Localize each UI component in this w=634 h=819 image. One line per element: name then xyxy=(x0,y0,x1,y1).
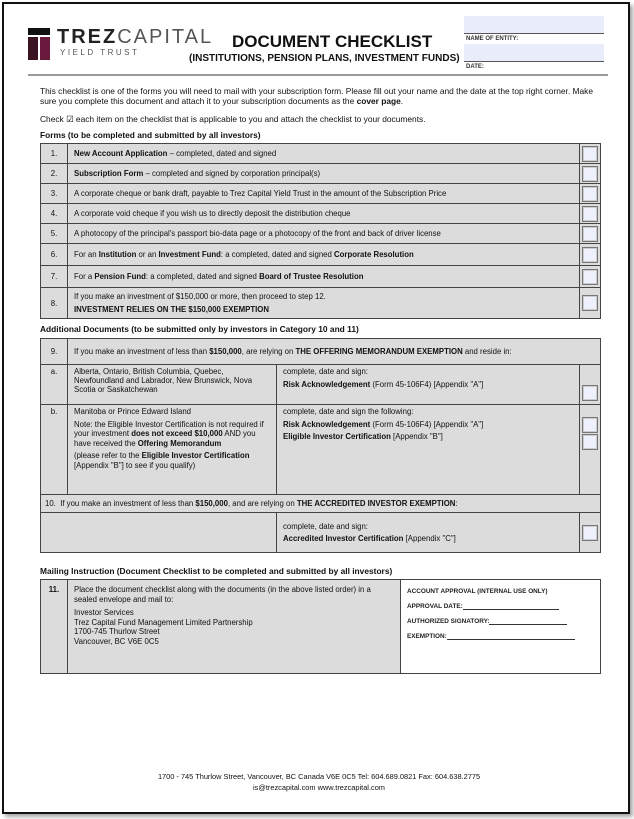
row-number: 7. xyxy=(41,266,68,288)
row-number: 6. xyxy=(41,244,68,266)
row-bold: THE OFFERING MEMORANDUM EXEMPTION xyxy=(295,347,463,356)
row-number: 10. xyxy=(45,499,56,508)
row-desc: For a xyxy=(74,272,95,281)
provinces-text xyxy=(68,405,277,495)
intro-end: . xyxy=(400,96,404,106)
entity-name-input[interactable] xyxy=(464,16,604,34)
checkbox-cell xyxy=(580,365,601,405)
checkbox-eligible-investor[interactable] xyxy=(582,434,598,450)
table-row xyxy=(41,224,601,244)
checkbox-cell xyxy=(580,144,601,164)
table-row xyxy=(41,266,601,288)
brand-name-bold: TREZ xyxy=(57,26,118,48)
checkbox-cell xyxy=(580,405,601,495)
requirement-bold: Risk Acknowledgement xyxy=(283,379,371,389)
checkbox-subscription-form[interactable] xyxy=(582,166,598,182)
row-bold: THE ACCREDITED INVESTOR EXEMPTION xyxy=(296,499,456,508)
row-number: 3. xyxy=(41,184,68,204)
page-title: DOCUMENT CHECKLIST xyxy=(232,32,433,51)
checkbox-passport-copy[interactable] xyxy=(582,226,598,242)
row-desc: For an xyxy=(74,250,99,259)
row-text xyxy=(41,495,601,513)
note-bold: does not exceed $10,000 xyxy=(131,429,223,438)
instruction-text: Place the document checklist along with the documents (in the above listed order) in a sealed envelope and mail to: xyxy=(74,585,371,604)
note-text: Note: the Eligible Investor Certification is not required if your investment xyxy=(74,419,264,438)
checkbox-cell xyxy=(580,513,601,553)
row-text xyxy=(68,266,580,288)
additional-table xyxy=(40,338,601,553)
checkbox-cell xyxy=(580,244,601,266)
brand-name xyxy=(57,26,213,49)
row-text xyxy=(68,288,580,319)
row-desc: or an xyxy=(136,250,159,259)
table-row xyxy=(41,495,601,513)
row-bold: Pension Fund xyxy=(94,272,146,281)
account-approval-box xyxy=(401,580,601,674)
address-line: 1700-745 Thurlow Street xyxy=(74,627,160,636)
table-row xyxy=(41,244,601,266)
table-row xyxy=(41,288,601,319)
checkbox-void-cheque[interactable] xyxy=(582,206,598,222)
requirement-desc: (Form 45-106F4) [Appendix "A"] xyxy=(370,419,484,429)
checkbox-cell xyxy=(580,224,601,244)
intro-text: This checklist is one of the forms you will need to mail with your subscription form. Please fill out your name and the date at the top right corner. Make sure you complete this document and attach it to your subscription documents as the xyxy=(40,86,594,106)
row-text: A corporate void cheque if you wish us to directly deposit the distribution cheque xyxy=(68,204,580,224)
additional-heading: Additional Documents (to be submitted only by investors in Category 10 and 11) xyxy=(40,324,359,334)
mailing-table xyxy=(40,579,601,674)
checkbox-cell xyxy=(580,288,601,319)
row-number: 1. xyxy=(41,144,68,164)
row-desc: – completed and signed by corporation principal(s) xyxy=(143,169,321,178)
address-line: Investor Services xyxy=(74,608,134,617)
checkbox-cell xyxy=(580,204,601,224)
check-instruction-post: each item on the checklist that is applicable to you and attach the checklist to your documents. xyxy=(73,114,426,124)
requirement-intro: complete, date and sign the following: xyxy=(283,407,414,416)
empty-cell xyxy=(41,513,277,553)
address-line: Vancouver, BC V6E 0C5 xyxy=(74,636,159,646)
header-divider xyxy=(28,74,608,76)
signatory-line[interactable] xyxy=(489,624,567,625)
footer-address: 1700 - 745 Thurlow Street, Vancouver, BC Canada V6E 0C5 Tel: 604.689.0821 Fax: 604.638.2775 xyxy=(157,772,481,781)
page-subtitle: (INSTITUTIONS, PENSION PLANS, INVESTMENT FUNDS) xyxy=(189,53,460,64)
row-bold: Institution xyxy=(98,250,137,259)
row-text xyxy=(68,244,580,266)
signatory-label: AUTHORIZED SIGNATORY: xyxy=(407,618,490,625)
approval-date-line[interactable] xyxy=(463,609,559,610)
row-number: 11. xyxy=(41,580,68,674)
table-row xyxy=(41,339,601,365)
date-label: DATE: xyxy=(466,64,484,70)
intro-cover-page: cover page xyxy=(356,96,401,106)
provinces-line: Manitoba or Prince Edward Island xyxy=(74,407,192,416)
row-bold: Investment Fund xyxy=(158,250,221,259)
address-line: Trez Capital Fund Management Limited Partnership xyxy=(74,617,253,627)
ref-text: (please refer to the xyxy=(74,451,142,460)
checked-box-icon: ☑ xyxy=(66,114,74,124)
row-desc: , are relying on xyxy=(241,347,296,356)
checkbox-150k-exemption[interactable] xyxy=(582,295,598,311)
requirement-bold: Accredited Investor Certification xyxy=(283,534,404,543)
checkbox-cell xyxy=(580,184,601,204)
requirement-desc: [Appendix "C"] xyxy=(403,534,456,543)
requirement-intro: complete, date and sign: xyxy=(283,521,368,531)
checkbox-corporate-cheque[interactable] xyxy=(582,186,598,202)
approval-date-label: APPROVAL DATE: xyxy=(407,603,463,610)
row-number: a. xyxy=(41,365,68,405)
mailing-heading: Mailing Instruction (Document Checklist to be completed and submitted by all investors) xyxy=(40,566,393,576)
row-text: A photocopy of the principal's passport bio-data page or a photocopy of the front and back of driver license xyxy=(68,224,580,244)
requirement-desc: (Form 45-106F4) [Appendix "A"] xyxy=(370,379,484,389)
forms-table xyxy=(40,143,601,319)
exemption-line[interactable] xyxy=(447,639,575,640)
row-desc: If you make an investment of less than xyxy=(60,499,196,508)
checkbox-accredited-investor[interactable] xyxy=(582,525,598,541)
document-page xyxy=(2,2,630,814)
row-desc: : a completed, dated and signed xyxy=(220,250,335,259)
row-text: A corporate cheque or bank draft, payable to Trez Capital Yield Trust in the amount of the Subscription Price xyxy=(68,184,580,204)
row-text xyxy=(68,144,580,164)
eligibility-reference xyxy=(74,451,270,470)
check-instruction-pre: Check xyxy=(40,114,64,124)
brand-name-light: CAPITAL xyxy=(117,26,214,48)
row-bold: Subscription Form xyxy=(74,169,144,178)
requirements-text xyxy=(277,405,580,495)
trez-capital-logo-icon xyxy=(28,28,50,60)
table-row xyxy=(41,405,601,495)
requirement-intro: complete, date and sign: xyxy=(283,367,368,376)
date-input[interactable] xyxy=(464,44,604,62)
row-number: 9. xyxy=(41,339,68,365)
table-row xyxy=(41,164,601,184)
eligibility-note xyxy=(74,420,270,449)
row-number: 8. xyxy=(41,288,68,319)
row-bold: $150,000 xyxy=(209,347,242,356)
row-bold: New Account Application xyxy=(74,149,168,158)
row-desc: and reside in: xyxy=(462,347,512,356)
table-row xyxy=(41,580,601,674)
table-row xyxy=(41,513,601,553)
checkbox-corporate-resolution[interactable] xyxy=(582,247,598,263)
requirements-text xyxy=(277,365,580,405)
row-number: 2. xyxy=(41,164,68,184)
requirement-bold: Eligible Investor Certification xyxy=(283,432,391,441)
row-desc: , and are relying on xyxy=(227,499,297,508)
entity-name-label: NAME OF ENTITY: xyxy=(466,36,519,42)
intro-paragraph xyxy=(40,86,605,106)
table-row xyxy=(41,204,601,224)
row-text xyxy=(68,164,580,184)
row-bold: INVESTMENT RELIES ON THE $150,000 EXEMPTION xyxy=(74,304,269,314)
requirements-text xyxy=(277,513,580,553)
footer-contact: is@trezcapital.com www.trezcapital.com xyxy=(253,783,385,792)
row-number: 5. xyxy=(41,224,68,244)
forms-heading: Forms (to be completed and submitted by all investors) xyxy=(40,130,261,140)
row-bold: Corporate Resolution xyxy=(334,250,414,259)
mailing-instruction xyxy=(68,580,401,674)
checkbox-new-account-application[interactable] xyxy=(582,146,598,162)
checkbox-risk-acknowledgement-b[interactable] xyxy=(582,417,598,433)
checkbox-risk-acknowledgement-a[interactable] xyxy=(582,385,598,401)
provinces-text: Alberta, Ontario, British Columbia, Quebec, Newfoundland and Labrador, New Brunswick, Nova Scotia or Saskatchewan xyxy=(68,365,277,405)
requirement-bold: Risk Acknowledgement xyxy=(283,419,371,429)
row-bold: Board of Trustee Resolution xyxy=(259,272,364,281)
brand-subtitle: YIELD TRUST xyxy=(60,48,140,57)
row-desc: If you make an investment of $150,000 or more, then proceed to step 12. xyxy=(74,292,326,301)
row-number: 4. xyxy=(41,204,68,224)
row-desc: – completed, dated and signed xyxy=(167,149,277,158)
table-row xyxy=(41,365,601,405)
row-number: b. xyxy=(41,405,68,495)
checkbox-cell xyxy=(580,164,601,184)
row-bold: $150,000 xyxy=(195,499,228,508)
table-row xyxy=(41,144,601,164)
checkbox-cell xyxy=(580,266,601,288)
row-desc: If you make an investment of less than xyxy=(74,347,210,356)
ref-text: [Appendix "B"] to see if you qualify) xyxy=(74,460,196,470)
ref-bold: Eligible Investor Certification xyxy=(141,451,250,460)
exemption-label: EXEMPTION: xyxy=(407,633,447,640)
approval-title: ACCOUNT APPROVAL (INTERNAL USE ONLY) xyxy=(407,588,548,595)
check-instruction xyxy=(40,114,426,124)
row-desc: : a completed, dated and signed xyxy=(145,272,260,281)
checkbox-trustee-resolution[interactable] xyxy=(582,269,598,285)
table-row xyxy=(41,184,601,204)
note-bold: Offering Memorandum xyxy=(137,438,222,448)
row-text xyxy=(68,339,601,365)
note-text: AND you have received the xyxy=(74,429,256,448)
row-desc: : xyxy=(455,499,458,508)
requirement-desc: [Appendix "B"] xyxy=(390,432,443,441)
